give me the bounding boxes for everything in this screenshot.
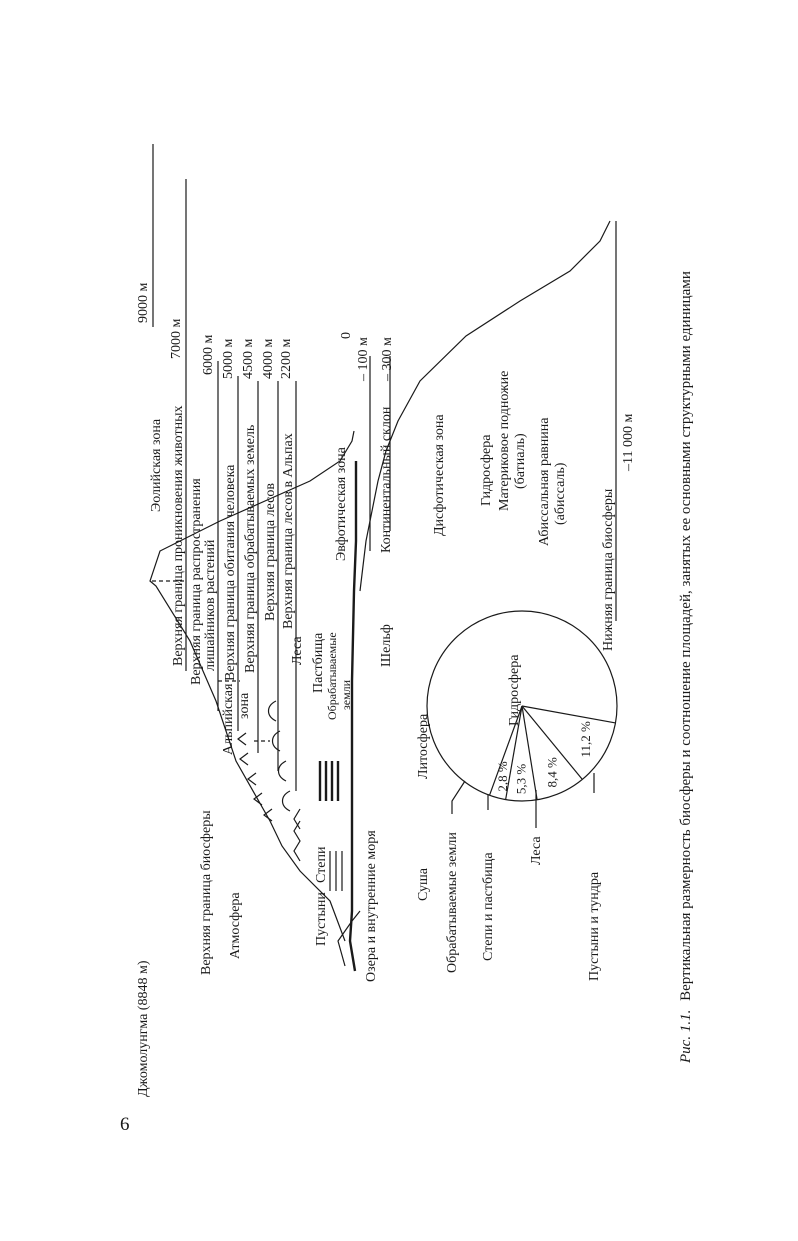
label-bathyal-2: (батиаль) [513,433,528,489]
alt-5000: 5000 м [221,338,236,379]
label-steppes: Степи [314,846,329,883]
label-pastures: Пастбища [311,632,326,693]
label-hydrosphere: Гидросфера [479,434,494,506]
label-animals: Верхняя граница проникновения животных [171,405,186,666]
pie-label-forests: Леса [529,836,544,865]
alt-7000: 7000 м [169,318,184,359]
label-continental-slope: Континентальный склон [379,406,394,553]
caption-text: Вертикальная размерность биосферы и соотношение площадей, занятых ее основными структурными единицами [678,271,694,1001]
label-eolian: Эолийская зона [149,418,164,512]
pie-percent-0: 2,8 % [494,761,510,792]
area-pie-chart [427,611,617,801]
label-land: Суша [416,868,431,901]
label-lichens-1: Верхняя граница распространения [189,478,204,685]
label-alpine-2: зона [237,692,252,719]
label-peak: Джомолунгма (8848 м) [136,960,151,1097]
pie-label-steppes: Степи и пастбища [481,852,496,961]
alt-6000: 6000 м [201,334,216,375]
alt-minus-100: – 100 м [356,337,371,381]
label-human: Верхняя граница обитания человека [223,464,238,681]
label-cultivated-1: Обрабатываемые [325,632,339,720]
label-shelf: Шельф [379,624,394,667]
caption-prefix: Рис. 1.1. [678,1009,694,1063]
label-minus-11000: –11 000 м [621,413,636,471]
alt-minus-300: – 300 м [380,337,395,381]
label-bathyal-1: Материковое подножие [497,370,512,511]
label-cultivated-2: земли [339,679,353,710]
alt-4500: 4500 м [241,338,256,379]
label-lakes: Озера и внутренние моря [364,830,379,982]
pie-label-hydrosphere: Гидросфера [507,654,522,726]
alt-4000: 4000 м [261,338,276,379]
label-biosphere-upper: Верхняя граница биосферы [199,810,214,975]
label-alpine-1: Альпийская [221,683,236,755]
pie-radius-4 [522,706,615,723]
label-atmosphere: Атмосфера [228,892,243,959]
label-dysphotic: Дисфотическая зона [432,414,447,536]
label-lithosphere: Литосфера [416,713,431,779]
leader-cultivated [452,781,465,814]
alt-9000: 9000 м [136,282,151,323]
pie-percent-2: 8,4 % [544,757,560,788]
pie-label-deserts: Пустыни и тундра [587,871,602,981]
label-abyssal-1: Абиссальная равнина [537,417,552,546]
figure-caption [678,271,694,1064]
pie-percent-1: 5,3 % [513,763,529,795]
label-forest-alps: Верхняя граница лесов в Альпах [281,433,296,629]
label-deserts: Пустыни [314,892,329,946]
label-euphotic: Эвфотическая зона [334,447,349,561]
label-abyssal-2: (абиссаль) [553,462,568,525]
label-cultivated: Верхняя граница обрабатываемых земель [243,424,258,673]
label-lichens-2: лишайников растений [203,539,218,671]
label-biosphere-lower: Нижняя граница биосферы [601,488,616,651]
alt-0: 0 [339,332,354,339]
alt-2200: 2200 м [279,338,294,379]
page-number: 6 [120,1114,130,1135]
label-forests: Леса [290,636,305,665]
pie-label-cultivated: Обрабатываемые земли [445,832,460,973]
pie-percent-3: 11,2 % [577,721,593,758]
label-forest: Верхняя граница лесов [263,483,278,621]
ocean-floor [360,221,610,591]
sea-surface [350,461,356,971]
